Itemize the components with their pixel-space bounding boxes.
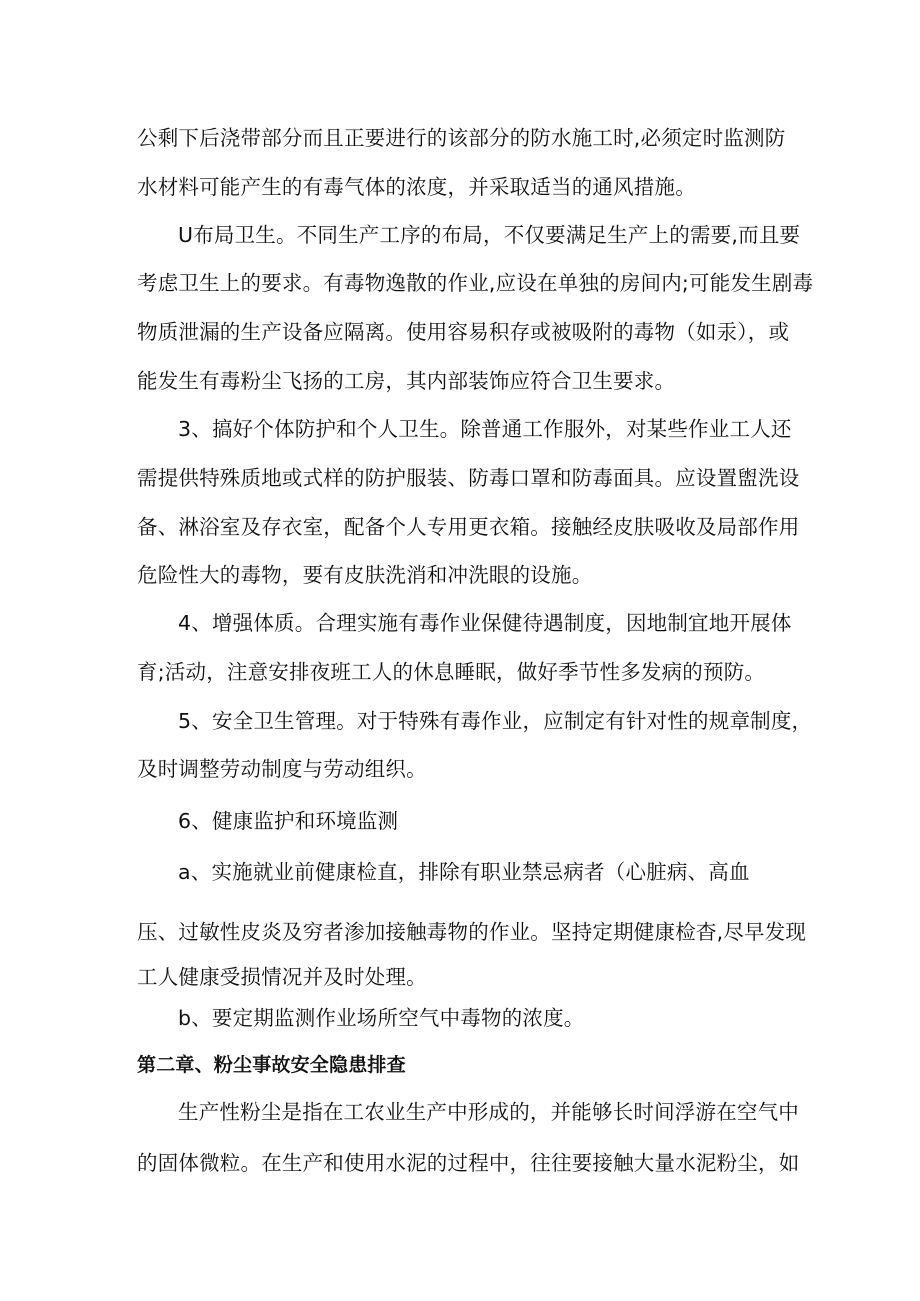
text-line: 及时调整劳动制度与劳动组织。	[137, 757, 427, 781]
text-line: 备、淋浴室及存衣室，配备个人专用更衣箱。接触经皮肤吸收及局部作用	[137, 515, 800, 539]
text-line: 能发生有毒粉尘飞扬的工房，其内部装饰应符合卫生要求。	[137, 369, 676, 393]
text-line: 需提供特殊质地或式样的防护服装、防毒口罩和防毒面具。应设置盥洗设	[137, 466, 800, 490]
text-line: 育;活动，注意安排夜班工人的休息睡眠，做好季节性多发病的预防。	[137, 660, 766, 684]
text-line: 考虑卫生上的要求。有毒物逸散的作业,应设在单独的房间内;可能发生剧毒	[137, 271, 814, 295]
paragraph-start-line: 3、搞好个体防护和个人卫生。除普通工作服外，对某些作业工人还	[178, 417, 792, 441]
text-line: 工人健康受损情况并及时处理。	[137, 965, 427, 989]
text-line: 压、过敏性皮炎及穷者渗加接触毒物的作业。坚持定期健康检杳,尽早发现	[137, 920, 807, 944]
paragraph-start-line: 生产性粉尘是指在工农业生产中形成的，并能够长时间浮游在空气中	[178, 1100, 799, 1124]
paragraph-start-line: 5、安全卫生管理。对于特殊有毒作业，应制定有针对性的规章制度，	[178, 709, 813, 733]
text-line: 危险性大的毒物，要有皮肤洗消和冲洗眼的设施。	[137, 563, 593, 587]
chapter-heading: 第二章、粉尘事故安全隐患排查	[137, 1054, 406, 1076]
paragraph-start-line: b、要定期监测作业场所空气中毒物的浓度。	[178, 1006, 585, 1030]
text-line: 公剩下后浇带部分而且正要进行的该部分的防水施工时,必须定时监测防	[137, 126, 786, 150]
paragraph-start-line: 6、健康监护和环境监测	[178, 809, 399, 833]
text-line: 物质泄漏的生产设备应隔离。使用容易积存或被吸附的毒物（如汞），或	[137, 320, 790, 344]
paragraph-start-line: 4、增强体质。合理实施有毒作业保健待遇制度，因地制宜地开展体	[178, 611, 792, 635]
text-line: 的固体微粒。在生产和使用水泥的过程中，往往要接触大量水泥粉尘，如	[137, 1151, 800, 1175]
paragraph-start-line: a、实施就业前健康检直，排除有职业禁忌病者（心脏病、高血	[178, 860, 750, 884]
text-line: 水材料可能产生的有毒气体的浓度，并采取适当的通风措施。	[137, 175, 696, 199]
paragraph-start-line: U布局卫生。不同生产工序的布局，不仅要满足生产上的需要,而且要	[178, 223, 801, 247]
